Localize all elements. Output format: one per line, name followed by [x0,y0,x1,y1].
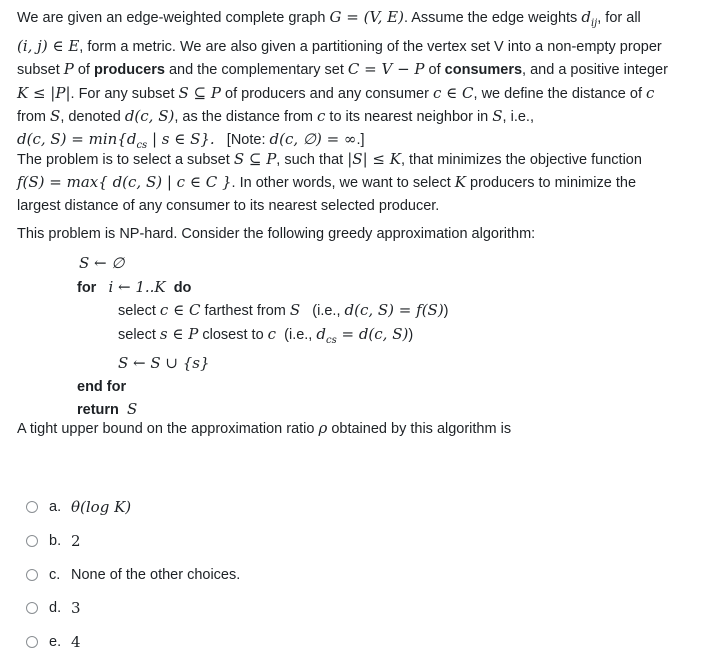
radio-option-a[interactable] [26,501,38,513]
problem-description: We are given an edge-weighted complete graph G = (V, E). Assume the edge weights $d_{ij}$, for all (i, j) ∈ E, form a metric. We are also given a partitioning of the vertex set V into a non-empty proper subset P of producers and the complementary set C = V − P of consumers, and a positive integer K ≤ |P|. For any subset S ⊆ P of producers and any consumer c ∈ C, we define the distance of c from S, denoted d(c, S), as the distance from c to its nearest neighbor in S, i.e., d(c, $S) = \min\{d_{cs}$ | s ∈ S}. [Note: d(c, ∅) = ∞.] [17,8,668,152]
option-c[interactable] [26,565,240,585]
radio-option-d[interactable] [26,602,38,614]
radio-option-e[interactable] [26,636,38,648]
radio-option-b[interactable] [26,535,38,547]
option-d[interactable] [26,598,81,618]
option-b-letter: b. [49,533,62,549]
algorithm-block: S ← ∅ for i ← 1..K do select c ∈ C farthest from S (i.e., d(c, S) = f(S)) select s ∈ P closest to c (i.e., $d_{cs} = d(c$, S)) S ← S ∪ {s} end for return S [77,254,449,419]
radio-option-c[interactable] [26,569,38,581]
option-a-letter: a. [49,499,62,515]
option-b[interactable] [26,531,81,551]
option-d-text: 3 [71,599,81,617]
question-prompt: A tight upper bound on the approximation ratio ρ obtained by this algorithm is [17,419,512,437]
option-b-text: 2 [71,532,81,550]
option-e[interactable] [26,632,81,652]
algorithm-intro: This problem is NP-hard. Consider the following greedy approximation algorithm: [17,226,536,242]
option-e-letter: e. [49,634,62,650]
problem-objective: The problem is to select a subset S ⊆ P, such that |S| ≤ K, that minimizes the objective function f(S) = max{ d(c, S) | c ∈ C }. In other words, we want to select K producers to minimize the largest distance of any consumer to its nearest selected producer. [17,150,642,214]
option-a-text: θ(log K) [71,498,132,516]
option-e-text: 4 [71,633,81,651]
option-d-letter: d. [49,600,62,616]
option-c-text: None of the other choices. [71,567,241,583]
option-a[interactable] [26,497,131,517]
option-c-letter: c. [49,567,61,583]
